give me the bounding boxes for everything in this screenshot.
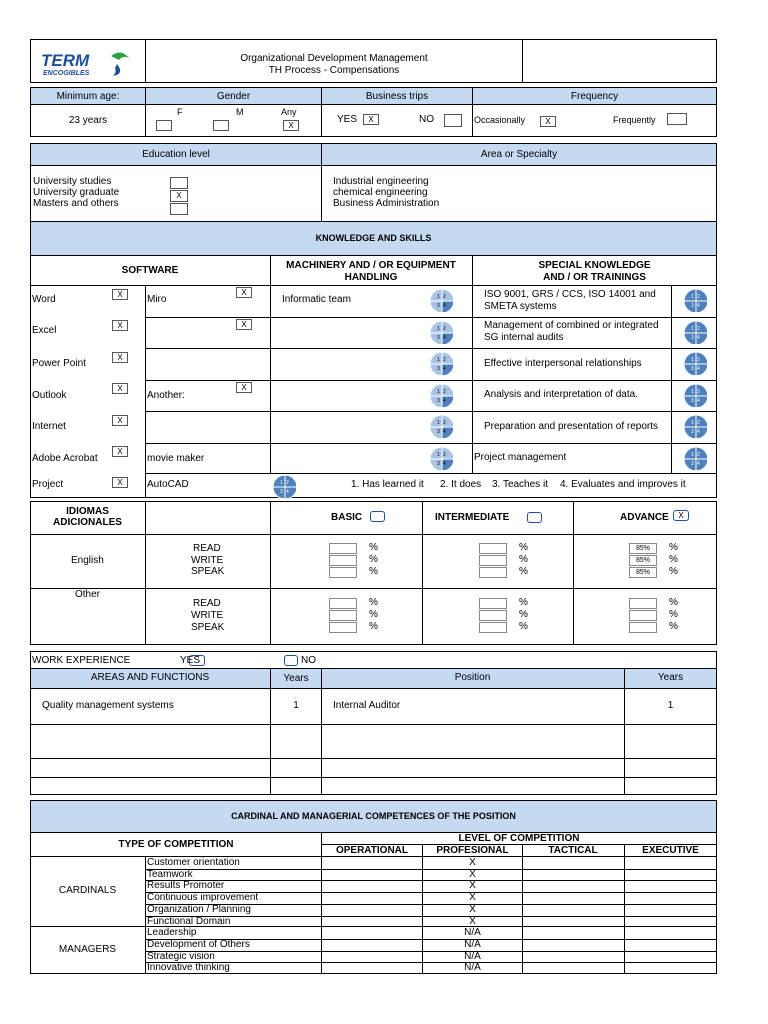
level-circle-number: 1	[691, 357, 694, 363]
percent-sign: %	[519, 566, 528, 577]
level-circle-icon[interactable]	[272, 474, 296, 498]
area-header	[321, 143, 717, 166]
level-circle-number: 3	[691, 366, 694, 372]
education-level-checkbox[interactable]: X	[170, 190, 188, 202]
gender-label: Gender	[216, 91, 251, 102]
machinery-header-line2: HANDLING	[344, 272, 398, 283]
min-age-value-cell	[30, 104, 146, 137]
percent-sign: %	[519, 621, 528, 632]
percent-sign: %	[519, 554, 528, 565]
percent-sign: %	[669, 621, 678, 632]
gender-any-checkbox[interactable]: X	[283, 120, 299, 131]
special-knowledge-item: Analysis and interpretation of data.	[484, 389, 638, 400]
language-percent-input[interactable]	[329, 622, 357, 633]
software-header: SOFTWARE	[121, 265, 179, 276]
header-title-line2: TH Process - Compensations	[268, 65, 400, 76]
level-circle-number: 1	[691, 294, 694, 300]
company-logo	[33, 42, 145, 82]
frequency-value-cell	[472, 104, 717, 137]
language-percent-input[interactable]	[329, 567, 357, 578]
skill-label: READ	[193, 598, 221, 609]
trips-no-label: NO	[419, 114, 434, 125]
level-circle-segment[interactable]	[430, 301, 442, 312]
percent-sign: %	[669, 609, 678, 620]
level-circle-segment[interactable]	[430, 321, 442, 333]
special-header-line1: SPECIAL KNOWLEDGE	[538, 260, 651, 271]
language-english: English	[71, 555, 104, 566]
level-circle-number: 3	[437, 335, 440, 341]
header-title-line1: Organizational Development Management	[240, 53, 428, 64]
trips-label: Business trips	[365, 91, 429, 102]
level-circle-segment[interactable]	[684, 396, 696, 407]
competence-level-mark: X	[469, 857, 476, 868]
software-checkbox[interactable]: X	[236, 382, 252, 393]
trips-header	[321, 87, 473, 105]
level-circle-segment[interactable]	[273, 487, 285, 498]
competence-level-mark: X	[469, 892, 476, 904]
gender-any-label: Any	[281, 107, 297, 117]
level-circle-segment[interactable]	[684, 301, 696, 312]
language-percent-input[interactable]	[479, 598, 507, 609]
software-checkbox[interactable]: X	[112, 352, 128, 363]
percent-sign: %	[369, 609, 378, 620]
competence-name: Continuous improvement	[147, 892, 259, 904]
languages-header-line2: ADICIONALES	[53, 517, 122, 528]
level-circle-segment[interactable]	[430, 352, 442, 364]
level-circle-number: 2	[697, 452, 700, 458]
level-circle-number: 3	[437, 366, 440, 372]
competence-name: Leadership	[147, 927, 197, 939]
level-circle-segment[interactable]	[684, 427, 696, 438]
software-item: Word	[32, 294, 56, 305]
level-circle-segment[interactable]	[684, 447, 696, 459]
frequency-header	[472, 87, 717, 105]
min-age-header	[30, 87, 146, 105]
experience-years: 1	[293, 700, 299, 711]
language-percent-input[interactable]	[629, 622, 657, 633]
level-circle-number: 2	[443, 389, 446, 395]
level-circle-number: 4	[443, 461, 446, 467]
language-percent-input[interactable]: 85%	[629, 555, 657, 566]
competence-name: Innovative thinking	[147, 962, 230, 974]
level-circle-number: 4	[286, 489, 289, 495]
min-age-label: Minimum age:	[56, 91, 120, 102]
level-circle-number: 4	[697, 335, 700, 341]
gender-m-checkbox[interactable]	[213, 120, 229, 131]
level-circle-icon[interactable]	[429, 288, 453, 312]
legend-item: 3. Teaches it	[492, 479, 548, 490]
language-percent-input[interactable]	[479, 610, 507, 621]
level-circle-number: 1	[437, 357, 440, 363]
competence-level-mark: N/A	[464, 962, 481, 974]
skill-label: READ	[193, 543, 221, 554]
percent-sign: %	[369, 621, 378, 632]
areas-header: AREAS AND FUNCTIONS	[90, 672, 210, 683]
level-circle-segment[interactable]	[684, 289, 696, 301]
software-checkbox[interactable]: X	[236, 287, 252, 298]
trips-yes-label: YES	[337, 114, 358, 125]
level-circle-number: 2	[443, 326, 446, 332]
level-circle-number: 3	[691, 303, 694, 309]
machinery-item: Informatic team	[282, 294, 351, 305]
level-circle-number: 4	[697, 461, 700, 467]
level-circle-number: 3	[437, 398, 440, 404]
percent-sign: %	[369, 566, 378, 577]
header-right-cell	[522, 39, 717, 83]
level-circle-number: 1	[280, 480, 283, 486]
logo-text: TERM	[41, 51, 90, 70]
skill-label: SPEAK	[191, 566, 225, 577]
competence-level-mark: N/A	[464, 938, 481, 950]
level-circle-number: 4	[697, 398, 700, 404]
level-circle-number: 1	[437, 420, 440, 426]
level-circle-number: 2	[443, 420, 446, 426]
special-knowledge-item: Project management	[474, 452, 567, 463]
competences-title	[30, 800, 717, 833]
education-level-checkbox[interactable]	[170, 203, 188, 215]
legend-item: 1. Has learned it	[351, 479, 424, 490]
gender-f-label: F	[177, 107, 183, 117]
level-circle-number: 2	[697, 357, 700, 363]
advance-checkbox[interactable]: X	[673, 510, 689, 521]
area-item: Business Administration	[333, 198, 440, 209]
gender-header	[145, 87, 322, 105]
competence-level-mark: N/A	[464, 927, 481, 939]
competence-level-mark: X	[469, 915, 476, 927]
level-circle-number: 1	[691, 389, 694, 395]
education-level-item: University studies	[33, 176, 112, 187]
level-circle-icon[interactable]	[683, 320, 707, 344]
education-level-item: University graduate	[33, 187, 120, 198]
percent-sign: %	[519, 609, 528, 620]
level-circle-number: 2	[443, 452, 446, 458]
legend-item: 4. Evaluates and improves it	[560, 479, 686, 490]
level-profesional: PROFESIONAL	[436, 845, 509, 856]
software-item: Excel	[32, 325, 57, 336]
logo-swirl-icon	[113, 64, 120, 76]
trips-no-checkbox[interactable]	[444, 114, 462, 127]
freq-occasionally-label: Occasionally	[474, 115, 526, 125]
level-circle-number: 1	[437, 326, 440, 332]
trips-value-cell	[321, 104, 473, 137]
managers-label: MANAGERS	[58, 944, 117, 955]
level-circle-number: 1	[437, 389, 440, 395]
level-circle-segment[interactable]	[430, 415, 442, 427]
level-tactical: TACTICAL	[548, 845, 598, 856]
level-circle-number: 4	[697, 366, 700, 372]
years-header: Years	[283, 673, 309, 684]
advance-label: ADVANCE	[620, 512, 669, 523]
experience-no-label: NO	[301, 655, 316, 666]
competence-name: Strategic vision	[147, 950, 215, 962]
language-other: Other	[75, 589, 101, 600]
logo-subtext: ENCOGIBLES	[43, 70, 90, 77]
frequency-label: Frequency	[570, 91, 619, 102]
language-percent-input[interactable]	[329, 543, 357, 554]
trips-yes-checkbox[interactable]: X	[363, 114, 379, 125]
special-knowledge-item: Management of combined or integrated SG internal audits	[484, 320, 659, 343]
level-circle-number: 1	[691, 420, 694, 426]
level-circle-number: 2	[697, 420, 700, 426]
special-header-line2: AND / OR TRAININGS	[543, 272, 646, 283]
experience-position-years: 1	[667, 700, 674, 711]
education-level-item: Masters and others	[33, 198, 119, 209]
software-item: movie maker	[147, 453, 205, 464]
level-circle-icon[interactable]	[429, 383, 453, 407]
competence-name: Organization / Planning	[147, 903, 251, 915]
level-circle-segment[interactable]	[430, 289, 442, 301]
languages-header-line1: IDIOMAS	[66, 506, 109, 517]
level-circle-number: 2	[697, 389, 700, 395]
level-circle-segment[interactable]	[273, 475, 285, 487]
level-circle-number: 4	[443, 303, 446, 309]
level-circle-number: 4	[443, 335, 446, 341]
education-label: Education level	[142, 149, 210, 160]
software-item: Outlook	[32, 390, 67, 401]
software-checkbox[interactable]: X	[112, 415, 128, 426]
level-circle-icon[interactable]	[683, 414, 707, 438]
competence-name: Functional Domain	[147, 915, 231, 927]
level-circle-number: 3	[437, 461, 440, 467]
level-circle-number: 4	[443, 429, 446, 435]
intermediate-checkbox[interactable]	[527, 512, 542, 523]
basic-checkbox[interactable]	[370, 511, 385, 522]
percent-sign: %	[519, 542, 528, 553]
header-title-cell	[145, 39, 523, 83]
language-percent-input[interactable]	[629, 610, 657, 621]
knowledge-title	[30, 221, 717, 256]
software-checkbox[interactable]: X	[112, 289, 128, 300]
level-circle-icon[interactable]	[429, 351, 453, 375]
education-levels-cell	[30, 165, 322, 222]
header-logo-cell	[30, 39, 146, 83]
level-circle-number: 2	[443, 357, 446, 363]
competence-name: Development of Others	[147, 938, 250, 950]
level-circle-segment[interactable]	[684, 364, 696, 375]
level-circle-icon[interactable]	[429, 414, 453, 438]
level-operational: OPERATIONAL	[335, 845, 409, 856]
percent-sign: %	[669, 542, 678, 553]
software-item: Project	[32, 479, 64, 490]
level-circle-number: 1	[437, 452, 440, 458]
software-item: AutoCAD	[147, 479, 189, 490]
software-checkbox[interactable]: X	[236, 319, 252, 330]
level-circle-number: 4	[443, 366, 446, 372]
level-circle-icon[interactable]	[683, 446, 707, 470]
percent-sign: %	[369, 597, 378, 608]
experience-no-checkbox[interactable]	[284, 655, 298, 666]
level-circle-number: 3	[691, 398, 694, 404]
language-percent-input[interactable]	[479, 555, 507, 566]
level-circle-segment[interactable]	[684, 384, 696, 396]
special-knowledge-item: Effective interpersonal relationships	[484, 358, 642, 369]
gender-m-label: M	[236, 107, 244, 117]
competence-level-mark: X	[469, 903, 476, 915]
level-circle-segment[interactable]	[430, 396, 442, 407]
percent-sign: %	[669, 597, 678, 608]
level-circle-number: 2	[286, 480, 289, 486]
legend-item: 2. It does	[440, 479, 482, 490]
area-values-cell	[321, 165, 717, 222]
level-circle-icon[interactable]	[683, 383, 707, 407]
level-circle-number: 3	[437, 429, 440, 435]
freq-frequently-checkbox[interactable]	[667, 113, 687, 125]
area-item: Industrial engineering	[333, 176, 429, 187]
education-level-checkbox[interactable]	[170, 177, 188, 189]
competence-name: Results Promoter	[147, 880, 225, 892]
min-age-value: 23 years	[68, 115, 108, 126]
work-experience-row	[30, 651, 717, 669]
freq-occasionally-checkbox[interactable]: X	[540, 116, 556, 127]
level-circle-number: 1	[437, 294, 440, 300]
level-circle-number: 3	[691, 429, 694, 435]
level-circle-number: 4	[697, 429, 700, 435]
competence-level-mark: X	[469, 880, 476, 892]
software-checkbox[interactable]: X	[112, 477, 128, 488]
level-circle-number: 1	[691, 452, 694, 458]
level-circle-segment[interactable]	[430, 364, 442, 375]
competence-name: Customer orientation	[147, 857, 240, 868]
software-item: Another:	[147, 390, 185, 401]
skill-label: WRITE	[191, 555, 224, 566]
level-circle-number: 3	[437, 303, 440, 309]
level-circle-number: 4	[443, 398, 446, 404]
special-knowledge-item: Preparation and presentation of reports	[484, 421, 658, 432]
basic-label: BASIC	[331, 512, 363, 523]
level-circle-segment[interactable]	[684, 415, 696, 427]
experience-yes-label: YES	[180, 655, 201, 666]
experience-yes-checkbox[interactable]	[189, 655, 205, 666]
software-checkbox[interactable]: X	[112, 320, 128, 331]
level-circle-number: 2	[443, 294, 446, 300]
competence-level-mark: N/A	[464, 950, 481, 962]
level-circle-number: 3	[691, 335, 694, 341]
skill-label: WRITE	[191, 610, 224, 621]
level-circle-icon[interactable]	[683, 288, 707, 312]
education-header	[30, 143, 322, 166]
level-circle-number: 3	[280, 489, 283, 495]
level-circle-segment[interactable]	[684, 321, 696, 333]
level-circle-icon[interactable]	[429, 320, 453, 344]
pos-years-header: Years	[657, 672, 684, 683]
area-item: chemical engineering	[333, 187, 428, 198]
level-circle-number: 4	[697, 303, 700, 309]
percent-sign: %	[669, 566, 678, 577]
special-knowledge-item: ISO 9001, GRS / CCS, ISO 14001 and SMETA systems	[484, 289, 656, 312]
level-circle-number: 3	[691, 461, 694, 467]
language-percent-input[interactable]: 85%	[629, 567, 657, 578]
percent-sign: %	[369, 554, 378, 565]
position-header: Position	[454, 672, 491, 683]
language-percent-input[interactable]	[479, 543, 507, 554]
freq-frequently-label: Frequently	[613, 115, 656, 125]
software-item: Miro	[147, 294, 167, 305]
cardinals-label: CARDINALS	[58, 885, 117, 896]
software-item: Power Point	[32, 358, 86, 369]
percent-sign: %	[669, 554, 678, 565]
area-label: Area or Specialty	[480, 149, 558, 160]
language-percent-input[interactable]	[329, 555, 357, 566]
level-circle-segment[interactable]	[684, 352, 696, 364]
language-percent-input[interactable]	[479, 622, 507, 633]
level-circle-segment[interactable]	[430, 459, 442, 470]
type-header: TYPE OF COMPETITION	[118, 839, 234, 850]
work-experience-label: WORK EXPERIENCE	[32, 655, 131, 666]
language-percent-input[interactable]	[479, 567, 507, 578]
experience-area: Quality management systems	[42, 700, 174, 711]
percent-sign: %	[519, 597, 528, 608]
language-percent-input[interactable]	[329, 610, 357, 621]
knowledge-title-text: KNOWLEDGE AND SKILLS	[315, 233, 432, 243]
experience-position: Internal Auditor	[333, 700, 401, 711]
level-circle-segment[interactable]	[430, 384, 442, 396]
level-circle-number: 2	[697, 326, 700, 332]
language-percent-input[interactable]	[629, 598, 657, 609]
competences-title-text: CARDINAL AND MANAGERIAL COMPETENCES OF THE POSITION	[231, 811, 516, 821]
machinery-header-line1: MACHINERY AND / OR EQUIPMENT	[286, 260, 456, 271]
gender-f-checkbox[interactable]	[156, 120, 172, 131]
level-circle-number: 2	[697, 294, 700, 300]
level-header: LEVEL OF COMPETITION	[458, 833, 580, 844]
intermediate-label: INTERMEDIATE	[435, 512, 510, 523]
language-percent-input[interactable]	[329, 598, 357, 609]
software-checkbox[interactable]: X	[112, 383, 128, 394]
level-circle-icon[interactable]	[683, 351, 707, 375]
level-circle-segment[interactable]	[684, 333, 696, 344]
competence-level-mark: X	[469, 868, 476, 880]
level-circle-number: 1	[691, 326, 694, 332]
level-circle-segment[interactable]	[430, 447, 442, 459]
language-percent-input[interactable]: 85%	[629, 543, 657, 554]
logo-leaf-icon	[111, 52, 129, 60]
gender-value-cell	[145, 104, 322, 137]
level-circle-segment[interactable]	[430, 427, 442, 438]
level-circle-segment[interactable]	[684, 459, 696, 470]
software-item: Internet	[32, 421, 66, 432]
level-circle-segment[interactable]	[430, 333, 442, 344]
percent-sign: %	[369, 542, 378, 553]
software-checkbox[interactable]: X	[112, 446, 128, 457]
level-executive: EXECUTIVE	[642, 845, 699, 856]
skill-label: SPEAK	[191, 622, 225, 633]
competence-name: Teamwork	[147, 868, 193, 880]
level-circle-icon[interactable]	[429, 446, 453, 470]
software-item: Adobe Acrobat	[32, 453, 98, 464]
